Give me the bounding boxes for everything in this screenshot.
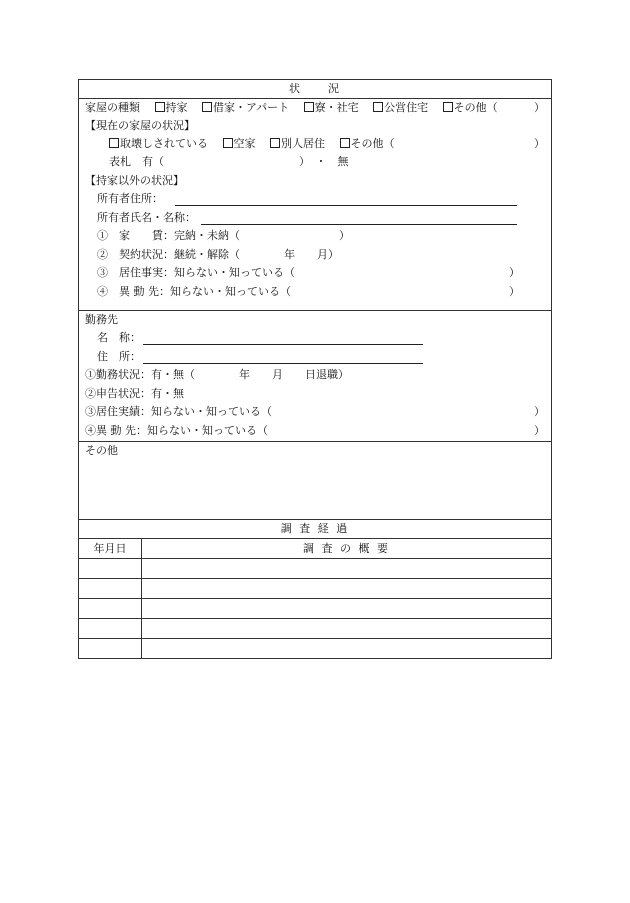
- house-type-dorm[interactable]: 寮・社宅: [304, 101, 359, 114]
- contract-status: ② 契約状況：継続・解除（ 年 月）: [97, 248, 339, 261]
- workplace-name-field[interactable]: [143, 344, 423, 345]
- nameplate-close: ） ・ 無: [299, 155, 349, 168]
- workplace-heading: 勤務先: [85, 313, 118, 326]
- date-cell[interactable]: [79, 619, 142, 638]
- survey-form: [78, 79, 552, 659]
- summary-cell[interactable]: [142, 559, 551, 578]
- checkbox-icon: [109, 138, 119, 148]
- other-heading: その他: [85, 444, 118, 457]
- survey-title: 調 査 経 過: [79, 520, 551, 539]
- checkbox-icon: [304, 102, 314, 112]
- table-row[interactable]: [79, 619, 551, 639]
- house-type-rented[interactable]: 借家・アパート: [202, 101, 289, 114]
- summary-cell[interactable]: [142, 599, 551, 618]
- house-type-label: 家屋の種類: [85, 101, 140, 114]
- workplace-address-field[interactable]: [143, 363, 423, 364]
- house-type-close: ）: [534, 101, 545, 114]
- survey-table-body: [79, 559, 551, 658]
- checkbox-icon: [373, 102, 383, 112]
- table-row[interactable]: [79, 559, 551, 579]
- moved-to-close: ）: [509, 285, 520, 298]
- workplace-address-label: 住 所：: [97, 350, 141, 363]
- owner-name-field[interactable]: [201, 224, 517, 225]
- rent-status: ① 家 賃：完納・未納（ ）: [97, 229, 350, 242]
- checkbox-icon: [270, 138, 280, 148]
- table-row[interactable]: [79, 579, 551, 599]
- other-section[interactable]: [79, 442, 551, 520]
- owner-address-label: 所有者住所：: [97, 192, 163, 205]
- nameplate-label: 表札 有（: [109, 155, 164, 168]
- date-cell[interactable]: [79, 559, 142, 578]
- summary-cell[interactable]: [142, 639, 551, 658]
- summary-cell[interactable]: [142, 619, 551, 638]
- current-other-resident[interactable]: 別人居住: [270, 137, 325, 150]
- workplace-moved-to: ④異 動 先：知らない・知っている（: [85, 424, 268, 437]
- residence-fact-close: ）: [509, 266, 520, 279]
- current-demolished[interactable]: 取壊しされている: [109, 137, 208, 150]
- status-title: 状 況: [79, 80, 551, 99]
- current-vacant[interactable]: 空家: [223, 137, 256, 150]
- checkbox-icon: [202, 102, 212, 112]
- residence-fact: ③ 居住事実：知らない・知っている（: [97, 266, 295, 279]
- moved-to: ④ 異 動 先：知らない・知っている（: [97, 285, 291, 298]
- non-owner-heading: 【持家以外の状況】: [85, 174, 184, 187]
- current-row: [109, 137, 395, 151]
- house-type-row: [85, 101, 498, 115]
- checkbox-icon: [340, 138, 350, 148]
- current-other[interactable]: その他（: [340, 137, 395, 150]
- tax-filing-status: ②申告状況：有・無: [85, 387, 184, 400]
- date-cell[interactable]: [79, 579, 142, 598]
- checkbox-icon: [223, 138, 233, 148]
- owner-name-label: 所有者氏名・名称：: [97, 211, 196, 224]
- table-row[interactable]: [79, 599, 551, 619]
- employment-status: ①勤務状況：有・無（ 年 月 日退職）: [85, 368, 349, 381]
- residence-record: ③居住実績：知らない・知っている（: [85, 405, 272, 418]
- house-type-owned[interactable]: 持家: [155, 101, 188, 114]
- checkbox-icon: [443, 102, 453, 112]
- checkbox-icon: [155, 102, 165, 112]
- table-row[interactable]: [79, 639, 551, 658]
- summary-column-header: 調 査 の 概 要: [303, 542, 390, 555]
- current-heading: 【現在の家屋の状況】: [85, 119, 195, 132]
- house-type-other[interactable]: その他（: [443, 101, 498, 114]
- date-column-header: 年月日: [79, 539, 142, 558]
- house-type-public[interactable]: 公営住宅: [373, 101, 428, 114]
- status-section: [79, 99, 551, 311]
- current-close: ）: [534, 137, 545, 150]
- workplace-moved-to-close: ）: [534, 424, 545, 437]
- owner-address-field[interactable]: [175, 205, 517, 206]
- summary-cell[interactable]: [142, 579, 551, 598]
- date-cell[interactable]: [79, 599, 142, 618]
- survey-table-header: [79, 539, 551, 559]
- workplace-name-label: 名 称：: [97, 331, 141, 344]
- date-cell[interactable]: [79, 639, 142, 658]
- workplace-section: [79, 311, 551, 442]
- residence-record-close: ）: [534, 405, 545, 418]
